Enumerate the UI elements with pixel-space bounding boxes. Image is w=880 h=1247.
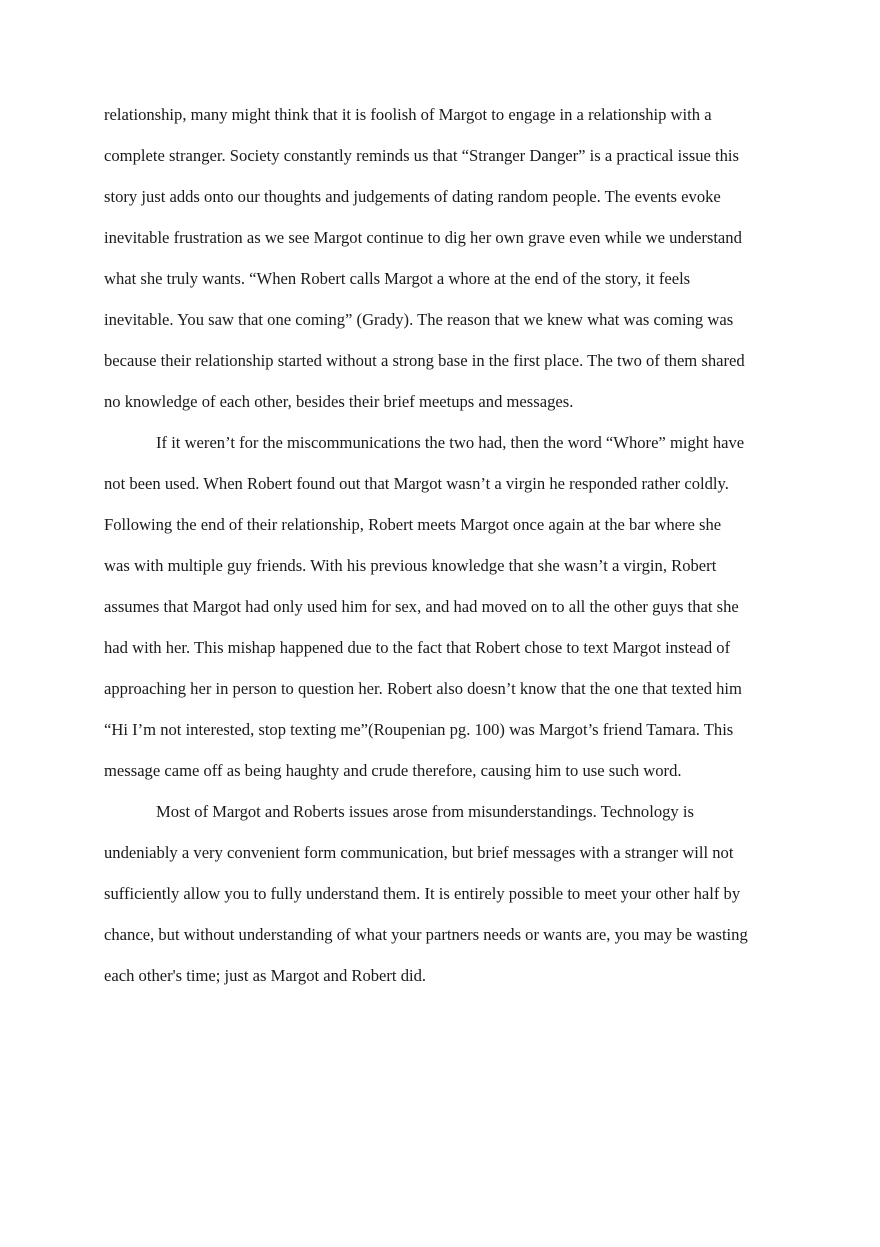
text-line: inevitable. You saw that one coming” (Grady). The reason that we knew what was coming was	[104, 310, 734, 329]
text-line: not been used. When Robert found out that Margot wasn’t a virgin he responded rather coldly.	[104, 474, 729, 493]
text-line: inevitable frustration as we see Margot continue to dig her own grave even while we understand	[104, 228, 742, 247]
text-line: Following the end of their relationship, Robert meets Margot once again at the bar where she	[104, 515, 722, 534]
text-line: had with her. This mishap happened due to the fact that Robert chose to text Margot instead of	[104, 638, 731, 657]
text-line: Most of Margot and Roberts issues arose from misunderstandings. Technology is	[156, 802, 694, 821]
document-page	[104, 94, 804, 996]
text-line: chance, but without understanding of what your partners needs or wants are, you may be wasting	[104, 925, 748, 944]
text-line: because their relationship started without a strong base in the first place. The two of them shared	[104, 351, 745, 370]
text-line: what she truly wants. “When Robert calls Margot a whore at the end of the story, it feels	[104, 269, 691, 288]
paragraph	[104, 422, 804, 791]
text-line: each other's time; just as Margot and Robert did.	[104, 966, 427, 985]
text-line: relationship, many might think that it is foolish of Margot to engage in a relationship with a	[104, 105, 712, 124]
text-line: “Hi I’m not interested, stop texting me”(Roupenian pg. 100) was Margot’s friend Tamara. This	[104, 720, 734, 739]
paragraph	[104, 94, 804, 422]
text-line: If it weren’t for the miscommunications the two had, then the word “Whore” might have	[156, 433, 745, 452]
text-line: undeniably a very convenient form communication, but brief messages with a stranger will not	[104, 843, 734, 862]
text-line: message came off as being haughty and crude therefore, causing him to use such word.	[104, 761, 682, 780]
text-line: assumes that Margot had only used him for sex, and had moved on to all the other guys that she	[104, 597, 739, 616]
text-line: approaching her in person to question her. Robert also doesn’t know that the one that texted him	[104, 679, 742, 698]
text-line: no knowledge of each other, besides their brief meetups and messages.	[104, 392, 574, 411]
paragraph	[104, 791, 804, 996]
text-line: complete stranger. Society constantly reminds us that “Stranger Danger” is a practical issue this	[104, 146, 739, 165]
text-line: sufficiently allow you to fully understand them. It is entirely possible to meet your other half by	[104, 884, 741, 903]
text-line: was with multiple guy friends. With his previous knowledge that she wasn’t a virgin, Robert	[104, 556, 717, 575]
text-line: story just adds onto our thoughts and judgements of dating random people. The events evoke	[104, 187, 721, 206]
